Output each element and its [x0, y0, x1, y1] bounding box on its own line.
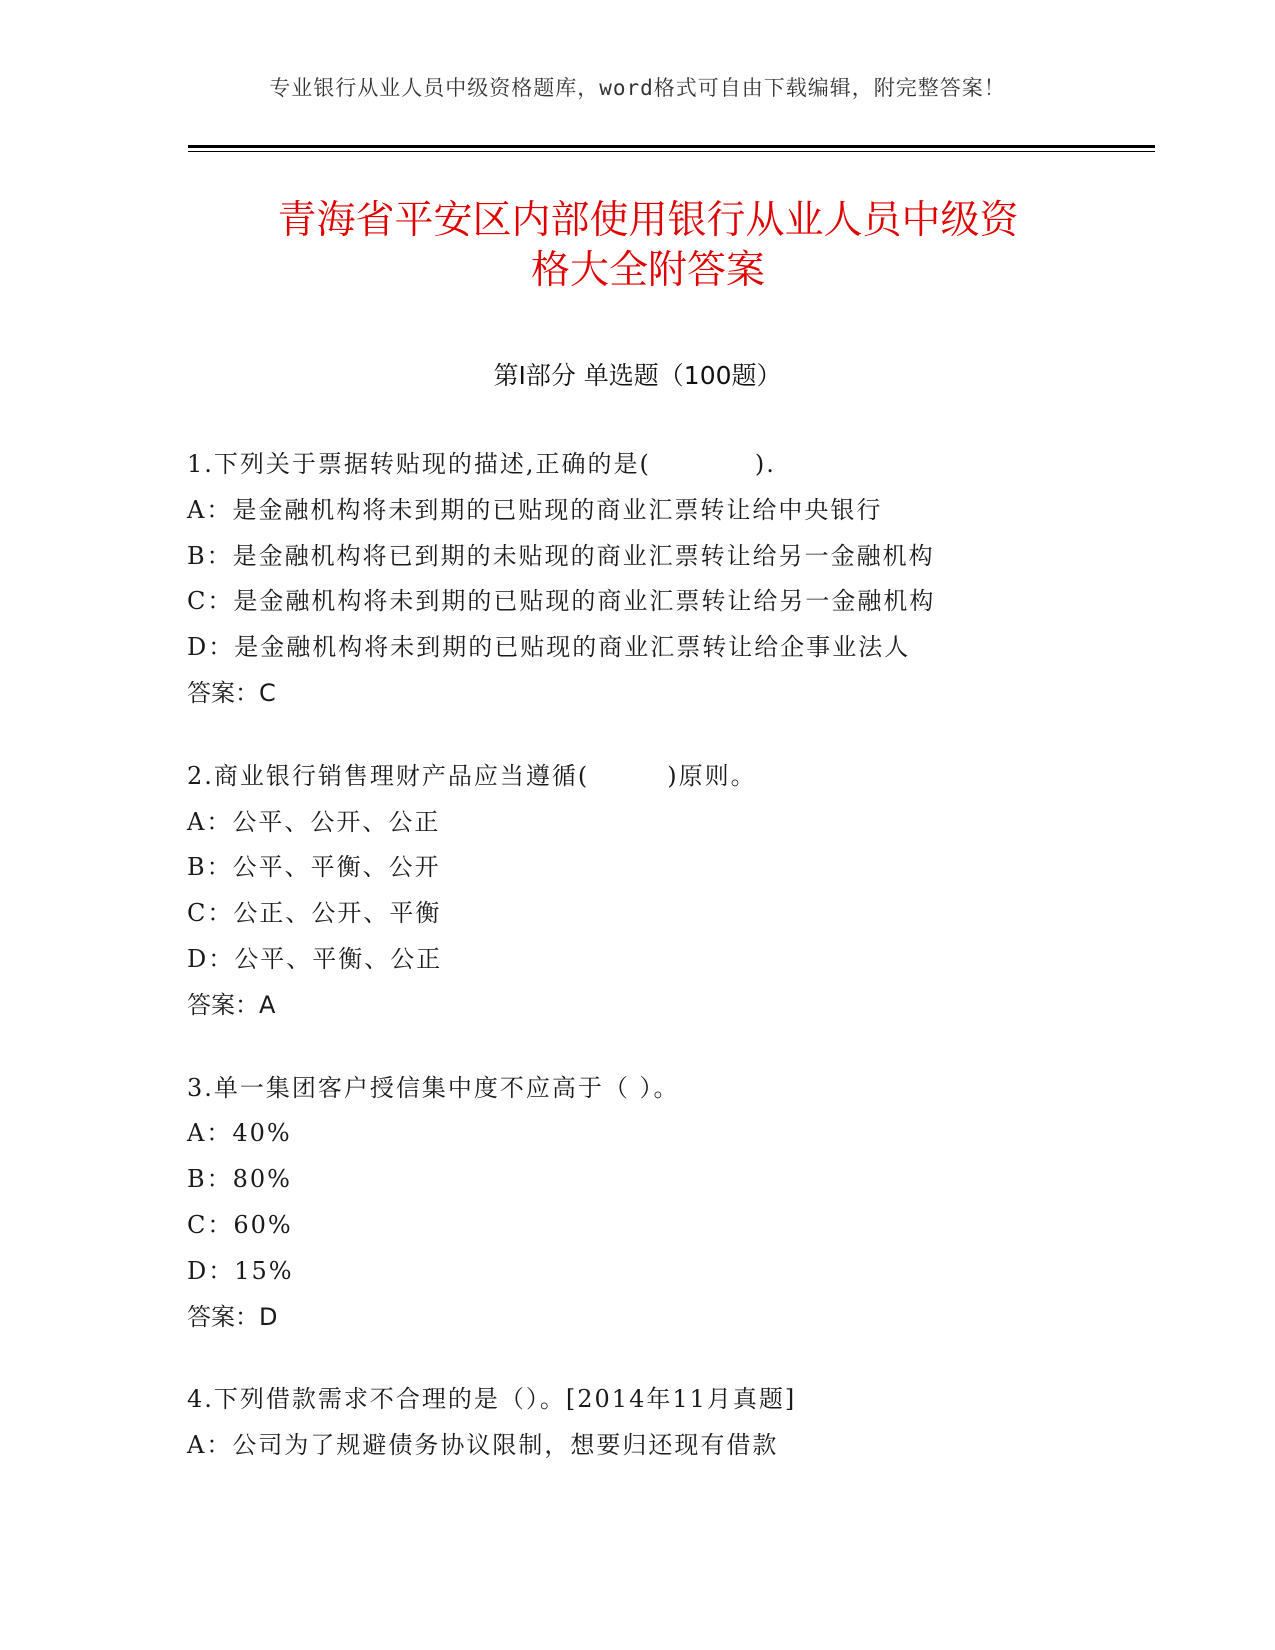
option-d: D：公平、平衡、公正 — [187, 944, 443, 973]
question-1 — [187, 442, 1147, 717]
question-stem: 1.下列关于票据转贴现的描述,正确的是( ). — [187, 450, 776, 478]
header-rule-thick — [188, 145, 1155, 148]
document-title-line-2: 格大全附答案 — [530, 248, 765, 293]
answer: 答案：C — [187, 678, 276, 707]
option-a: A：公平、公开、公正 — [187, 807, 441, 836]
option-b: B：公平、平衡、公开 — [187, 853, 441, 882]
question-stem: 2.商业银行销售理财产品应当遵循( )原则。 — [187, 761, 757, 790]
question-stem: 3.单一集团客户授信集中度不应高于（ ）。 — [187, 1073, 680, 1102]
option-c: C：公正、公开、平衡 — [187, 899, 442, 928]
section-title: 第Ⅰ部分 单选题（100题） — [493, 361, 782, 390]
option-c: C：60% — [187, 1210, 293, 1239]
option-d: D：是金融机构将未到期的已贴现的商业汇票转让给企事业法人 — [187, 633, 911, 662]
option-b: B：是金融机构将已到期的未贴现的商业汇票转让给另一金融机构 — [187, 541, 935, 570]
answer: 答案：D — [187, 1302, 278, 1331]
option-a: A：公司为了规避债务协议限制，想要归还现有借款 — [187, 1431, 779, 1460]
option-b: B：80% — [187, 1165, 292, 1194]
question-2 — [187, 754, 1147, 1029]
document-title-line-1: 青海省平安区内部使用银行从业人员中级资 — [277, 198, 1019, 243]
answer: 答案：A — [187, 990, 276, 1019]
question-3 — [187, 1066, 1147, 1341]
option-a: A：40% — [187, 1119, 292, 1148]
document-title — [188, 196, 1108, 296]
question-stem: 4.下列借款需求不合理的是（）。[2014年11月真题] — [187, 1385, 797, 1414]
option-a: A：是金融机构将未到期的已贴现的商业汇票转让给中央银行 — [187, 495, 883, 524]
option-d: D：15% — [187, 1256, 294, 1285]
page-header: 专业银行从业人员中级资格题库，word格式可自由下载编辑，附完整答案！ — [269, 76, 1006, 100]
option-c: C：是金融机构将未到期的已贴现的商业汇票转让给另一金融机构 — [187, 587, 936, 616]
question-4 — [187, 1377, 1147, 1469]
question-list — [187, 442, 1147, 1506]
header-rule-thin — [188, 151, 1155, 152]
